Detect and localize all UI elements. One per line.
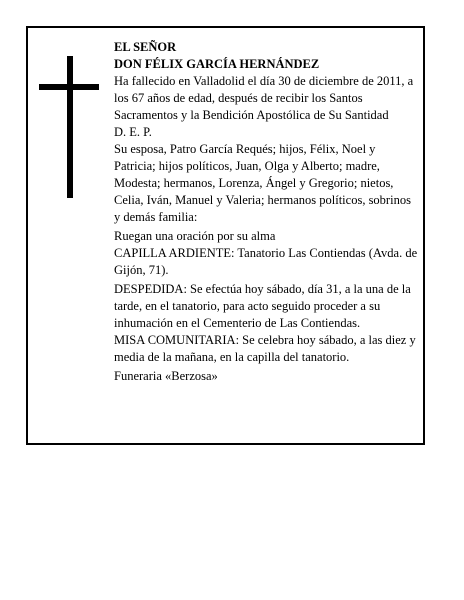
farewell-info: DESPEDIDA: Se efectúa hoy sábado, día 31, a la una de la tarde, en el tanatorio, para acto seguido proceder a su inhumación en el Cementerio de Las Contiendas. — [114, 282, 411, 330]
obituary-text — [114, 39, 420, 385]
prayer-request: Ruegan una oración por su alma — [114, 229, 276, 243]
deceased-name: DON FÉLIX GARCÍA HERNÁNDEZ — [114, 57, 320, 71]
cross-horizontal-bar — [39, 84, 99, 90]
title: EL SEÑOR — [114, 40, 177, 54]
funeral-home: Funeraria «Berzosa» — [114, 369, 218, 383]
family-list: Su esposa, Patro García Requés; hijos, Félix, Noel y Patricia; hijos políticos, Juan, Olga y Alberto; madre, Modesta; hermanos, Lorenza, Ángel y Gregorio; nietos, Celia, Iván, Manuel y Valeria; hermanos políticos, sobrinos y demás familia: — [114, 142, 411, 224]
obituary-notice — [26, 26, 425, 445]
announcement: Ha fallecido en Valladolid el día 30 de diciembre de 2011, a los 67 años de edad, después de recibir los Santos Sacramentos y la Bendición Apostólica de Su Santidad — [114, 74, 414, 122]
chapel-info: CAPILLA ARDIENTE: Tanatorio Las Contiendas (Avda. de Gijón, 71). — [114, 246, 418, 277]
rip-line: D. E. P. — [114, 125, 152, 139]
mass-info: MISA COMUNITARIA: Se celebra hoy sábado, a las diez y media de la mañana, en la capilla del tanatorio. — [114, 333, 416, 364]
cross-vertical-bar — [67, 56, 73, 198]
